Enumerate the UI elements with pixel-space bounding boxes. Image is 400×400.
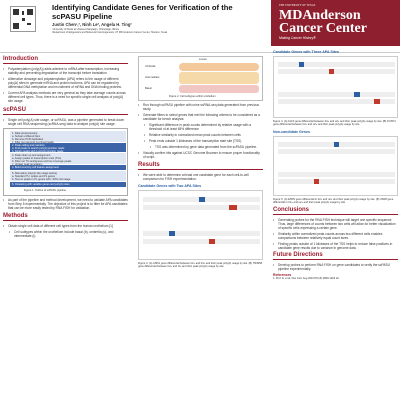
conclusions-heading: Conclusions: [273, 207, 398, 215]
scpasu-heading: scPASU: [3, 107, 128, 115]
pipeline-step: 5. Alternative poly(A) site usage testing a. Standard TU, spikes and PL genes b. Test on peaks in PL genes with >10% cell usage: [10, 171, 126, 181]
pipeline-step: 6. Clustering with variable genes and poly(A) sites: [10, 182, 126, 187]
figure-caption: Figure 1. Outline of scPASU pipeline.: [24, 189, 67, 192]
poster-affiliations: ¹University of Illinois at Urbana-Champaign, Champaign, Illinois ²Department of Epigenetics and Molecular Carcinogenesis, UT MD Anderson Cancer Center, Houston, Texas: [52, 28, 168, 34]
figure-caption: Figure 5. (A) ESPN gene differential in b2+ and u2+ and their peak poly(A) usage by site. (B) XKR8 gene differential in b2+ and u2+ and their peak poly(A) usage by site.: [273, 197, 394, 204]
list-item: • Significant difference in peak counts determined by relative usage with a threshold of at least 65% difference: [144, 123, 263, 131]
figure-caption: Figure 4. (A) KLF3 gene differential between b4+ and u2+ and their peak poly(A) usage by site. (B) FOXP4 gene differential between b2+ and u2+ and their peak poly(A) usage by site.: [273, 120, 396, 127]
institution-logo: THE UNIVERSITY OF TEXAS MDAnderson Cancer Center Making Cancer History®: [271, 0, 400, 46]
figure-caption: Figure 3. (A) ASPG gene differential between b2+ and b3+ and their peak poly(A) usage by site. (B) TRIM58 gene differential between b2+ and i4+ and their peak poly(A) usage by site.: [138, 262, 263, 269]
list-item: • TSS was determined by gene data generated from the scPASU pipeline.: [150, 145, 263, 149]
column-left: [3, 56, 128, 240]
list-item: • Obtain single cell data of different cell types from the human urothelium [1]: [3, 224, 128, 228]
urothelium-diagram: Lumen Umbrella Intermediate Basal Figure 2. Cell subtypes within urothelium: [138, 56, 263, 101]
list-item: • Cell subtypes within the urothelium include basal (b), umbrella (u), and intermediate (i).: [9, 230, 128, 238]
results-heading: Results: [138, 162, 263, 170]
column-right: [273, 50, 398, 280]
list-item: • We were able to determine at least one candidate gene for each cell-to-cell comparison for FISH experimentation.: [138, 173, 263, 181]
figure-caption: Figure 2. Cell subtypes within urothelium: [169, 95, 216, 98]
pipeline-step: 1. Data preprocessing a. Subset unfiltered bam b. Remove PCR duplicates: [10, 131, 126, 142]
list-item: • Single cell poly(A) site usage, or scPASU, was a pipeline generated to break down single cell RNA sequencing (scRNA-seq) data to analyze poly(A) site usage.: [3, 118, 128, 126]
reference-item: 1. Prof. E. et al. Dev Cell. Aug 2022;57(16):1899-1916 e6.: [273, 277, 340, 281]
two-sites-title: Candidate Genes with Two APA Sites: [138, 184, 202, 188]
list-item: • Finding peaks outside of 1 kilobases of the TSS helps to reduce false positives in candidate gene results due to variance in genome data.: [273, 242, 398, 250]
list-item: • Similarity within normalized peak counts across two different cells enables comparisons between relatively equal count sizes.: [273, 232, 398, 240]
column-middle: [138, 56, 263, 269]
poster-header: [0, 0, 400, 52]
pipeline-step: 3. Peak clean up and assignment a. Assign peaks to transcription units (TUs) b. Filter out TU-ambiguous and low coverage peaks: [10, 153, 126, 164]
list-item: • Current APA analysis methods are very general as they take average counts across different cell types. Thus, there is a need for specific single cell analysis of poly(A) site usage.: [3, 91, 128, 103]
list-item: • Polyadenylation (poly(A)) adds adenine to mRNA after transcription, increasing stability and preventing degradation of the transcript before translation.: [3, 67, 128, 75]
list-item: • Generate filters to select genes that met the following criteria to be considered as a candidate for bench analysis:: [138, 113, 263, 121]
qr-code: [10, 6, 36, 32]
pipeline-step: 2. Peak calling and retention a. Find peaks & search poly(A) junction reads b. Retain peaks with A poly(A) junction reads: [10, 143, 126, 152]
poster-title: Identifying Candidate Genes for Verification of the scPASU Pipeline: [52, 3, 233, 21]
references-heading: References: [273, 273, 292, 278]
list-item: • Generating probes for the RNA FISH technique will target one specific sequence. Thus, large differences of counts between two cells will allow for better visualization of specific cells expressing a certain gene.: [273, 218, 398, 230]
future-heading: Future Directions: [273, 252, 398, 260]
list-item: • Run through scPASU pipeline with urine scRNA-seq data generated from previous study.: [138, 103, 263, 111]
pipeline-figure: [3, 128, 128, 196]
list-item: • Visually confirm hits against UCSC Genome Browser to ensure proper functionality of script.: [138, 151, 263, 159]
list-item: • Alternative cleavage and polyadenylation (APA) refers to the usage of different poly(A) sites to generate mRNA and protein isoforms. APA can be regulated by differential DNA methylation and recruitment of mRNA and DNA binding proteins.: [3, 77, 128, 89]
pipeline-step: 4. Build count-by-cell feature assignment: [10, 165, 126, 170]
list-item: • Relative similarity in normalized mean peak counts between cells: [144, 133, 263, 137]
noncandidate-title: Non-candidate Genes: [273, 129, 310, 134]
intro-list: [3, 67, 128, 103]
methods-heading: Methods: [3, 213, 128, 221]
list-item: • Peak ends outside 1 kilobases of the transcription start site (TSS): [144, 139, 263, 143]
list-item: • As part of the pipeline and method development, we need to validate APA candidates from Step 5 experimentally. The objective of this project is to filter for APA candidates that can be more easily tested by RNA FISH for validation.: [3, 198, 128, 210]
list-item: • Develop probes to perform RNA FISH on gene candidates to verify the scPASU pipeline experimentally.: [273, 263, 398, 271]
two-sites-figure: [138, 190, 263, 260]
three-sites-figure: [273, 56, 398, 118]
noncandidate-figure: [273, 136, 398, 196]
intro-heading: Introduction: [3, 56, 128, 64]
poster-authors: Justin Chen¹,², Ninh Le², Angela H. Ting²: [52, 22, 132, 27]
three-sites-title: Candidate Genes with Three APA Sites: [273, 50, 339, 54]
